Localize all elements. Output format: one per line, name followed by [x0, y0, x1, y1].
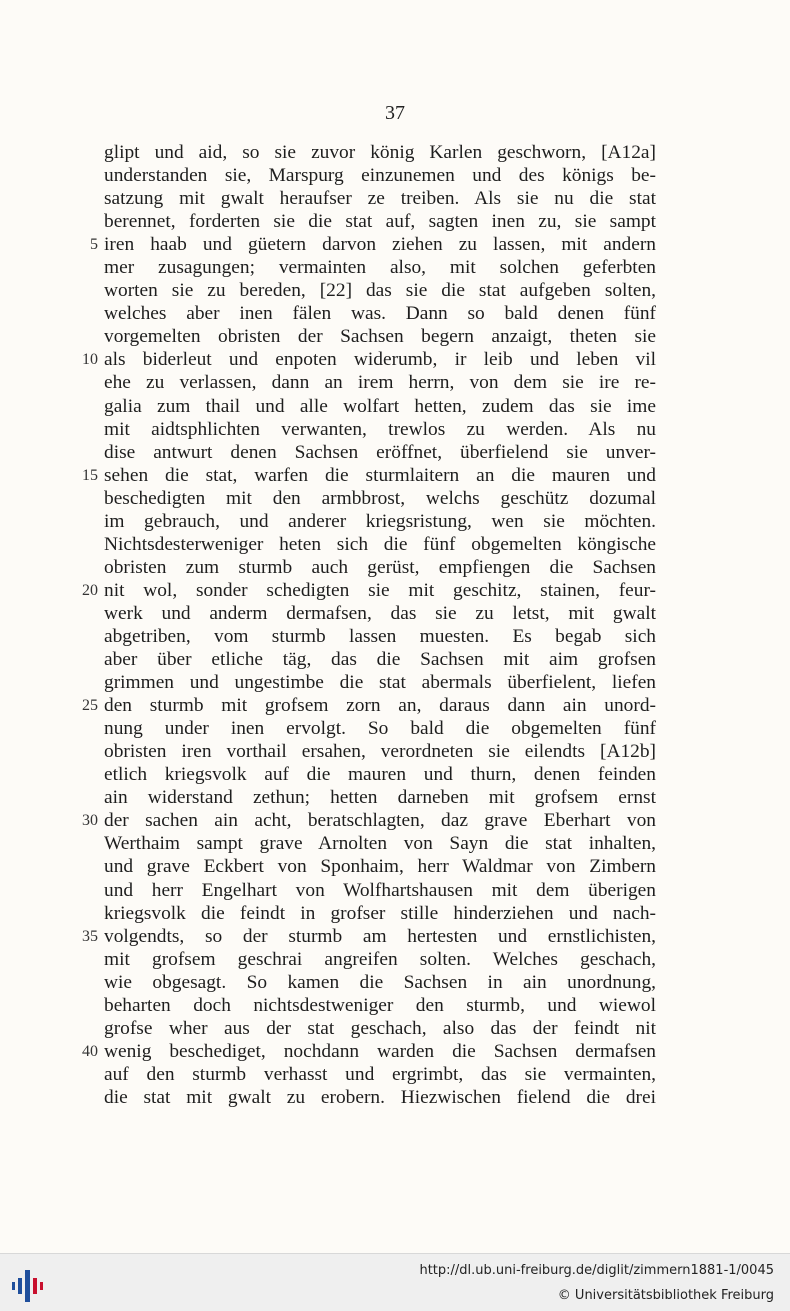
text-line	[104, 210, 656, 233]
text-line	[104, 786, 656, 809]
text-line	[104, 763, 656, 786]
text-line-content: Nichtsdesterweniger heten sich die fünf obgemelten köngische	[104, 533, 656, 555]
text-line	[104, 1086, 656, 1109]
text-line-content: und herr Engelhart von Wolfhartshausen mit dem überigen	[104, 879, 656, 901]
text-line	[104, 625, 656, 648]
text-line	[104, 1063, 656, 1086]
text-line-content: den sturmb mit grofsem zorn an, daraus dann ain unord-	[104, 695, 656, 717]
line-number: 30	[82, 812, 98, 830]
text-line-content: worten sie zu bereden, [22] das sie die stat aufgeben solten,	[104, 280, 656, 302]
text-line-content: auf den sturmb verhasst und ergrimbt, das sie vermainten,	[104, 1063, 656, 1085]
text-line	[104, 971, 656, 994]
text-line	[104, 948, 656, 971]
text-line-content: aber über etliche täg, das die Sachsen mit aim grofsen	[104, 649, 656, 671]
text-line-content: mit aidtsphlichten verwanten, trewlos zu werden. Als nu	[104, 418, 656, 440]
line-number: 15	[82, 466, 98, 484]
line-number: 10	[82, 351, 98, 369]
footer-copyright: © Universitätsbibliothek Freiburg	[557, 1288, 774, 1303]
text-line	[104, 510, 656, 533]
text-line-content: wie obgesagt. So kamen die Sachsen in ain unordnung,	[104, 971, 656, 993]
text-line-content: der sachen ain acht, beratschlagten, daz grave Eberhart von	[104, 810, 656, 832]
text-line-content: nit wol, sonder schedigten sie mit geschitz, stainen, feur-	[104, 579, 656, 601]
text-line-content: kriegsvolk die feindt in grofser stille hinderziehen und nach-	[104, 902, 656, 924]
text-line	[104, 648, 656, 671]
text-line-content: grofse wher aus der stat geschach, also das der feindt nit	[104, 1017, 656, 1039]
text-line-content: etlich kriegsvolk auf die mauren und thurn, denen feinden	[104, 764, 656, 786]
text-line-content: und grave Eckbert von Sponhaim, herr Waldmar von Zimbern	[104, 856, 656, 878]
text-line-content: ain widerstand zethun; hetten darneben mit grofsem ernst	[104, 787, 656, 809]
text-line-content: nung under inen ervolgt. So bald die obgemelten fünf	[104, 718, 656, 740]
text-line-content: obristen zum sturmb auch gerüst, empfiengen die Sachsen	[104, 556, 656, 578]
text-line	[82, 579, 656, 602]
text-line	[104, 164, 656, 187]
text-line	[104, 556, 656, 579]
text-line	[104, 717, 656, 740]
line-number: 25	[82, 697, 98, 715]
text-line-content: als biderleut und enpoten widerumb, ir leib und leben vil	[104, 349, 656, 371]
text-line	[104, 441, 656, 464]
text-line-content: beschedigten mit den armbbrost, welchs geschütz dozumal	[104, 487, 656, 509]
text-line-content: werk und anderm dermafsen, das sie zu letst, mit gwalt	[104, 602, 656, 624]
text-line-content: welches aber inen fälen was. Dann so bald denen fünf	[104, 303, 656, 325]
text-line-content: grimmen und ungestimbe die stat abermals überfielent, liefen	[104, 672, 656, 694]
text-line-content: vorgemelten obristen der Sachsen begern anzaigt, theten sie	[104, 326, 656, 348]
text-line	[104, 487, 656, 510]
line-number: 35	[82, 927, 98, 945]
text-line-content: berennet, forderten sie die stat auf, sagten inen zu, sie sampt	[104, 211, 656, 233]
text-line-content: galia zum thail und alle wolfart hetten, zudem das sie ime	[104, 395, 656, 417]
text-line	[104, 141, 656, 164]
text-line	[82, 694, 656, 717]
text-line	[104, 994, 656, 1017]
text-line	[104, 256, 656, 279]
text-line-content: understanden sie, Marspurg einzunemen und des königs be-	[104, 165, 656, 187]
text-line	[104, 187, 656, 210]
line-number: 40	[82, 1042, 98, 1060]
text-line-content: beharten doch nichtsdestweniger den sturmb, und wiewol	[104, 994, 656, 1016]
page-number: 37	[385, 102, 405, 124]
text-line-content: abgetriben, vom sturmb lassen muesten. Es begab sich	[104, 625, 656, 647]
text-line	[90, 233, 656, 256]
text-line	[104, 879, 656, 902]
text-line	[104, 325, 656, 348]
ub-freiburg-logo-icon[interactable]	[12, 1266, 52, 1306]
text-line-content: obristen iren vorthail ersahen, verordneten sie eilendts [A12b]	[104, 741, 656, 763]
text-line-content: ehe zu verlassen, dann an irem herrn, von dem sie ire re-	[104, 372, 656, 394]
text-line	[82, 925, 656, 948]
footer-bar	[0, 1253, 790, 1311]
text-line	[104, 279, 656, 302]
text-line-content: dise antwurt denen Sachsen eröffnet, überfielend sie unver-	[104, 441, 656, 463]
text-line	[82, 348, 656, 371]
text-line-content: volgendts, so der sturmb am hertesten und ernstlichisten,	[104, 925, 656, 947]
text-line-content: im gebrauch, und anderer kriegsristung, wen sie möchten.	[104, 510, 656, 532]
footer-url-link[interactable]: http://dl.ub.uni-freiburg.de/diglit/zimmern1881-1/0045	[419, 1263, 774, 1278]
text-line	[104, 1017, 656, 1040]
text-line	[104, 418, 656, 441]
text-line-content: glipt und aid, so sie zuvor könig Karlen geschworn, [A12a]	[104, 142, 656, 163]
text-line	[104, 302, 656, 325]
text-line-content: Werthaim sampt grave Arnolten von Sayn die stat inhalten,	[104, 833, 656, 855]
line-number: 20	[82, 581, 98, 599]
text-line-content: satzung mit gwalt heraufser ze treiben. Als sie nu die stat	[104, 188, 656, 210]
text-line	[104, 602, 656, 625]
text-line	[104, 740, 656, 763]
text-line	[104, 832, 656, 855]
text-line-content: wenig beschediget, nochdann warden die Sachsen dermafsen	[104, 1040, 656, 1062]
text-line	[104, 902, 656, 925]
text-line	[104, 855, 656, 878]
text-line	[104, 395, 656, 418]
text-line	[104, 671, 656, 694]
body-text	[82, 141, 656, 1109]
text-line-content: iren haab und güetern darvon ziehen zu lassen, mit andern	[104, 234, 656, 256]
text-line	[82, 809, 656, 832]
text-line	[82, 1040, 656, 1063]
text-line-content: sehen die stat, warfen die sturmlaitern an die mauren und	[104, 464, 656, 486]
text-line	[104, 533, 656, 556]
text-line	[82, 464, 656, 487]
text-line-content: mer zusagungen; vermainten also, mit solchen geferbten	[104, 257, 656, 279]
text-line-content: mit grofsem geschrai angreifen solten. Welches geschach,	[104, 948, 656, 970]
line-number: 5	[90, 236, 98, 254]
text-line-content: die stat mit gwalt zu erobern. Hiezwischen fielend die drei	[104, 1086, 656, 1108]
text-line	[104, 371, 656, 394]
